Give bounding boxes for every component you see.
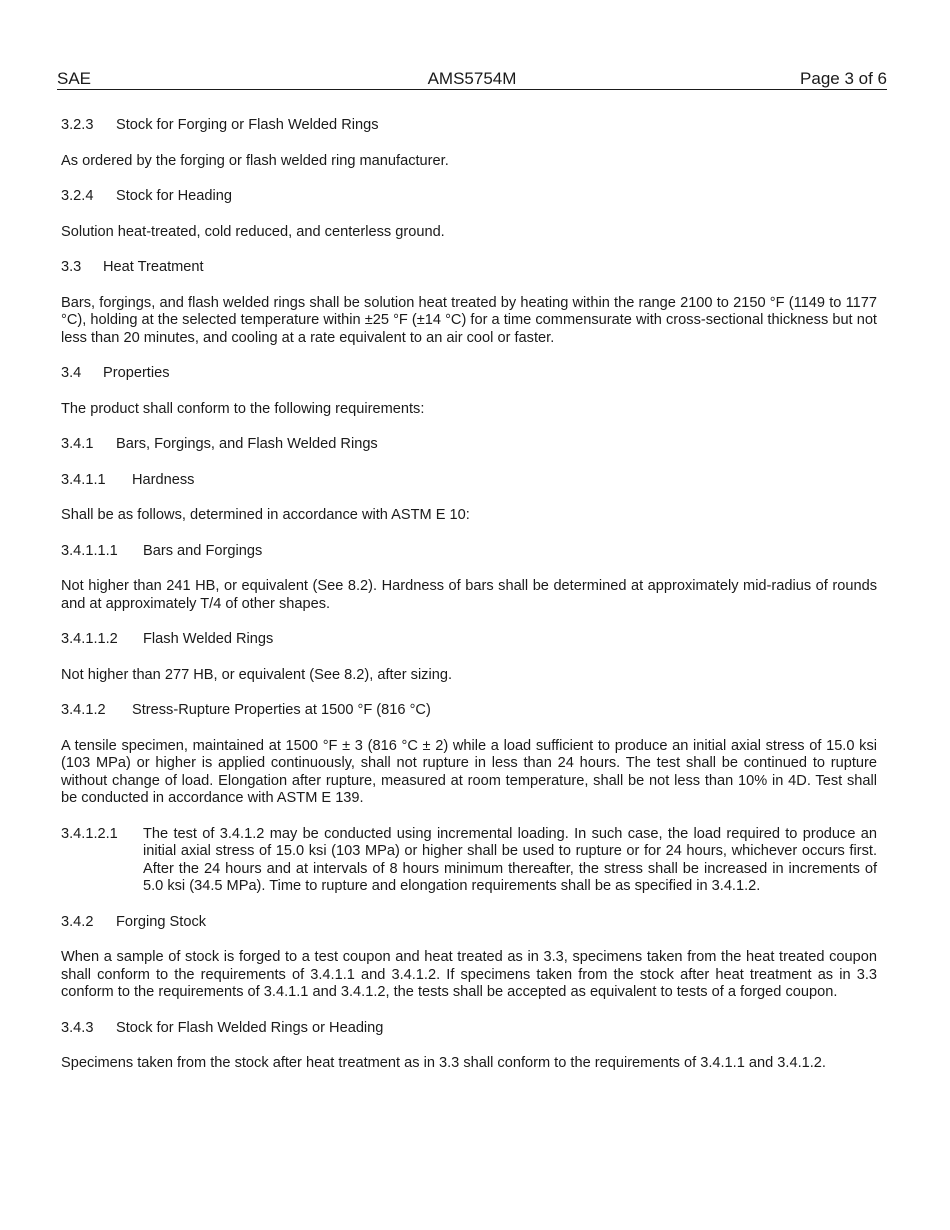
document-body [61,117,877,1091]
heading-3-4-2 [61,914,877,932]
section-title: Hardness [132,471,195,488]
paragraph-3-4-1-1-2: Not higher than 277 HB, or equivalent (See 8.2), after sizing. [61,666,453,683]
section-number: 3.4.3 [61,1019,94,1036]
section-title: Heat Treatment [103,259,204,275]
paragraph-3-4-1-1: Shall be as follows, determined in accordance with ASTM E 10: [61,507,470,523]
section-title: Stock for Heading [116,188,233,204]
header-doc-number: AMS5754M [427,69,517,88]
heading-3-4-1-2 [61,702,877,720]
section-number: 3.4.1.1 [61,471,106,488]
section-title: Flash Welded Rings [143,631,274,647]
section-number: 3.2.3 [61,117,94,133]
page-header [57,69,887,90]
section-number: 3.2.4 [61,188,94,204]
section-title: Bars and Forgings [143,542,263,559]
paragraph-3-4-1-2: A tensile specimen, maintained at 1500 °F ± 3 (816 °C ± 2) while a load sufficient to produce an initial axial stress of 15.0 ksi (103 MPa) or higher is applied continuously, shall not rupture in less than 24 hours. The test shall be continued to rupture without change of load. Elongation after rupture, measured at room temperature, shall be not less than 10% in 4D. Test shall be conducted in accordance with ASTM E 139. [61,737,877,806]
heading-3-4 [61,365,877,383]
paragraph-3-4-1-1-1: Not higher than 241 HB, or equivalent (See 8.2). Hardness of bars shall be determined at approximately mid-radius of rounds and at approximately T/4 of other shapes. [61,578,877,612]
section-number: 3.4.1.1.1 [61,542,118,559]
paragraph-3-3: Bars, forgings, and flash welded rings shall be solution heat treated by heating within the range 2100 to 2150 °F (1149 to 1177 °C), holding at the selected temperature within ±25 °F (±14 °C) for a time commensurate with cross-sectional thickness but not less than 20 minutes, and cooling at a rate equivalent to an air cool or faster. [61,294,877,346]
paragraph-3-4-3: Specimens taken from the stock after heat treatment as in 3.3 shall conform to the requirements of 3.4.1.1 and 3.4.1.2. [61,1055,826,1071]
heading-3-2-4 [61,188,877,206]
heading-3-2-3 [61,117,877,135]
section-number: 3.4.1.2 [61,702,106,718]
section-title: Stress-Rupture Properties at 1500 °F (816 °C) [132,702,431,718]
section-number: 3.3 [61,259,82,275]
paragraph-3-2-3: As ordered by the forging or flash welded ring manufacturer. [61,152,449,169]
section-number: 3.4.1.2.1 [61,825,118,842]
section-title: Bars, Forgings, and Flash Welded Rings [116,436,378,452]
heading-3-4-3 [61,1020,877,1038]
section-title: Properties [103,365,170,381]
heading-3-4-1-1-2 [61,631,877,649]
section-title: Stock for Forging or Flash Welded Rings [116,117,379,133]
paragraph-text: The test of 3.4.1.2 may be conducted using incremental loading. In such case, the load required to produce an initial axial stress of 15.0 ksi (103 MPa) or higher shall be used to rupture or for 24 hours, whichever occurs first. After the 24 hours and at intervals of 8 hours minimum thereafter, the stress shall be increased in increments of 5.0 ksi (34.5 MPa). Time to rupture and elongation requirements shall be as specified in 3.4.1.2. [143,825,877,894]
heading-3-3 [61,259,877,277]
paragraph-3-2-4: Solution heat-treated, cold reduced, and centerless ground. [61,223,445,240]
section-number: 3.4.2 [61,913,94,930]
header-page-number: Page 3 of 6 [800,69,887,88]
heading-3-4-1-1-1 [61,543,877,561]
section-title: Stock for Flash Welded Rings or Heading [116,1019,384,1036]
header-org: SAE [57,69,92,88]
heading-3-4-1-1 [61,472,877,490]
paragraph-3-4-1-2-1 [61,826,877,896]
section-number: 3.4 [61,365,82,381]
section-title: Forging Stock [116,913,207,930]
heading-3-4-1 [61,436,877,454]
section-number: 3.4.1.1.2 [61,631,118,647]
paragraph-3-4: The product shall conform to the following requirements: [61,400,425,417]
section-number: 3.4.1 [61,436,94,452]
paragraph-3-4-2: When a sample of stock is forged to a test coupon and heat treated as in 3.3, specimens taken from the heat treated coupon shall conform to the requirements of 3.4.1.1 and 3.4.1.2. If specimens taken from the stock after heat treatment as in 3.3 conform to the requirements of 3.4.1.1 and 3.4.1.2, the tests shall be accepted as equivalent to tests of a forged coupon. [61,949,877,1000]
